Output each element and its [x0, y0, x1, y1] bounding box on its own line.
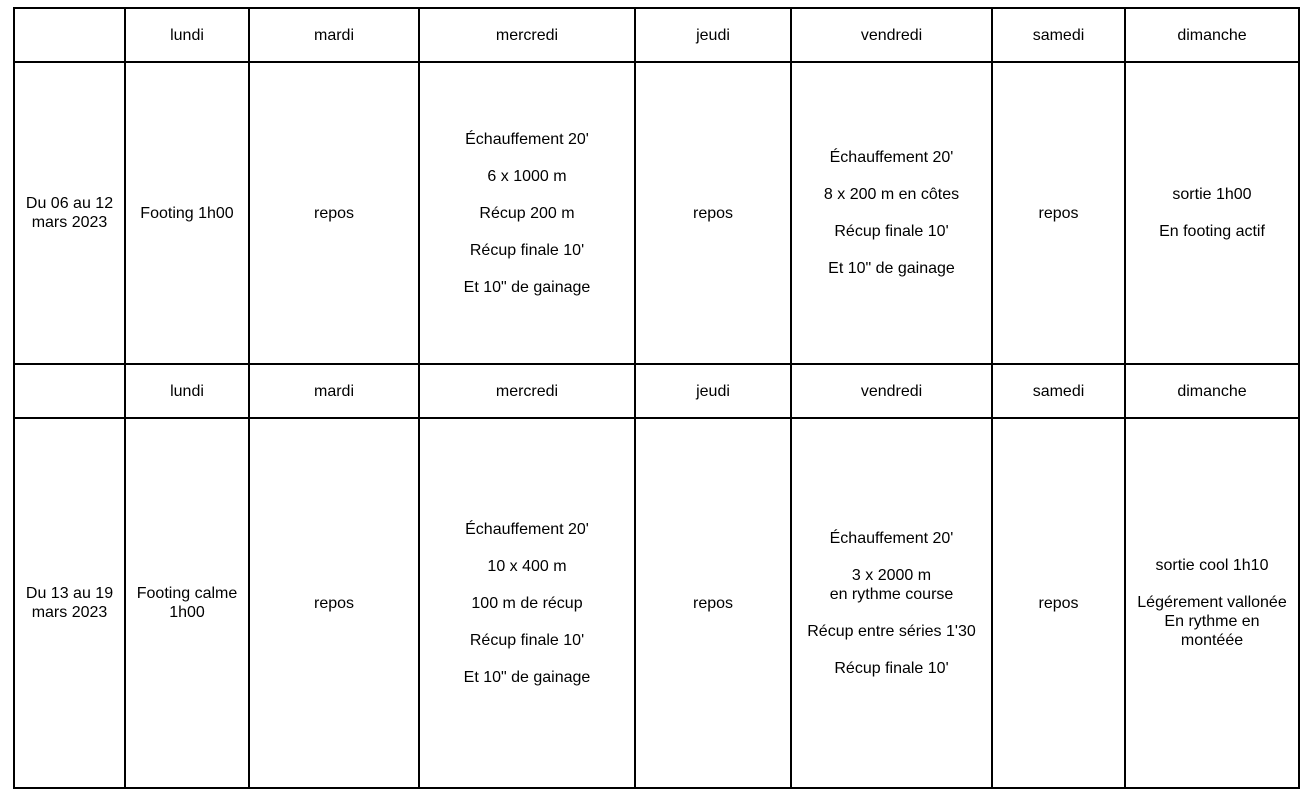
header-jeudi: jeudi	[635, 8, 791, 62]
session-line: repos	[1038, 594, 1079, 612]
week-1-vendredi	[791, 62, 992, 364]
week-1-mercredi	[419, 62, 635, 364]
session-line: Et 10" de gainage	[828, 260, 955, 277]
session-line: Récup finale 10'	[834, 659, 949, 677]
session-line: 6 x 1000 m	[487, 167, 567, 185]
session-line: 8 x 200 m en côtes	[823, 186, 960, 203]
session-line: Légérement vallonée	[1137, 594, 1287, 611]
session-line: En rythme en	[1164, 613, 1260, 630]
week-1-jeudi	[635, 62, 791, 364]
week-1-header-row	[14, 8, 1299, 62]
week-2-header-row	[14, 364, 1299, 418]
empty-corner-cell	[14, 8, 125, 62]
header-lundi: lundi	[125, 364, 249, 418]
session-line: montéée	[1180, 632, 1244, 649]
training-plan-table	[13, 7, 1300, 789]
session-line: repos	[692, 204, 734, 222]
session-line: Récup finale 10'	[469, 241, 585, 259]
session-line: sortie cool 1h10	[1155, 557, 1269, 574]
session-line: Et 10" de gainage	[463, 668, 591, 686]
header-dimanche: dimanche	[1125, 364, 1299, 418]
week-2-row	[14, 418, 1299, 788]
week-1-period: Du 06 au 12 mars 2023	[14, 62, 125, 364]
week-1-row	[14, 62, 1299, 364]
session-line: Footing calme 1h00	[136, 585, 238, 621]
session-line: Footing 1h00	[140, 204, 234, 222]
week-1-lundi	[125, 62, 249, 364]
week-1-dimanche	[1125, 62, 1299, 364]
header-dimanche: dimanche	[1125, 8, 1299, 62]
header-samedi: samedi	[992, 8, 1125, 62]
session-line: Récup 200 m	[479, 204, 575, 222]
session-line: repos	[692, 594, 734, 612]
week-2-period: Du 13 au 19 mars 2023	[14, 418, 125, 788]
week-2-mardi	[249, 418, 419, 788]
week-2-samedi	[992, 418, 1125, 788]
session-line: repos	[313, 594, 355, 612]
session-line: repos	[1038, 204, 1079, 222]
session-line: Récup finale 10'	[834, 223, 949, 240]
header-mercredi: mercredi	[419, 8, 635, 62]
week-2-vendredi	[791, 418, 992, 788]
header-vendredi: vendredi	[791, 364, 992, 418]
session-line: 3 x 2000 m	[851, 566, 932, 584]
week-1-samedi	[992, 62, 1125, 364]
week-2-mercredi	[419, 418, 635, 788]
session-line: Échauffement 20'	[829, 529, 954, 547]
session-line: 100 m de récup	[471, 594, 583, 612]
header-mardi: mardi	[249, 8, 419, 62]
session-line: sortie 1h00	[1172, 186, 1252, 203]
header-vendredi: vendredi	[791, 8, 992, 62]
week-2-dimanche	[1125, 418, 1299, 788]
header-mercredi: mercredi	[419, 364, 635, 418]
session-line: Échauffement 20'	[829, 149, 954, 166]
week-1-mardi	[249, 62, 419, 364]
session-line: repos	[313, 204, 355, 222]
week-2-jeudi	[635, 418, 791, 788]
session-line: Échauffement 20'	[465, 520, 589, 538]
session-line: Récup entre séries 1'30	[807, 622, 976, 640]
header-jeudi: jeudi	[635, 364, 791, 418]
header-lundi: lundi	[125, 8, 249, 62]
session-line: Et 10" de gainage	[463, 278, 591, 296]
header-samedi: samedi	[992, 364, 1125, 418]
session-line: En footing actif	[1159, 223, 1265, 240]
empty-corner-cell	[14, 364, 125, 418]
session-line: Échauffement 20'	[465, 130, 589, 148]
session-line: 10 x 400 m	[487, 557, 567, 575]
session-line: Récup finale 10'	[469, 631, 585, 649]
session-line: en rythme course	[829, 585, 954, 603]
week-2-lundi	[125, 418, 249, 788]
header-mardi: mardi	[249, 364, 419, 418]
